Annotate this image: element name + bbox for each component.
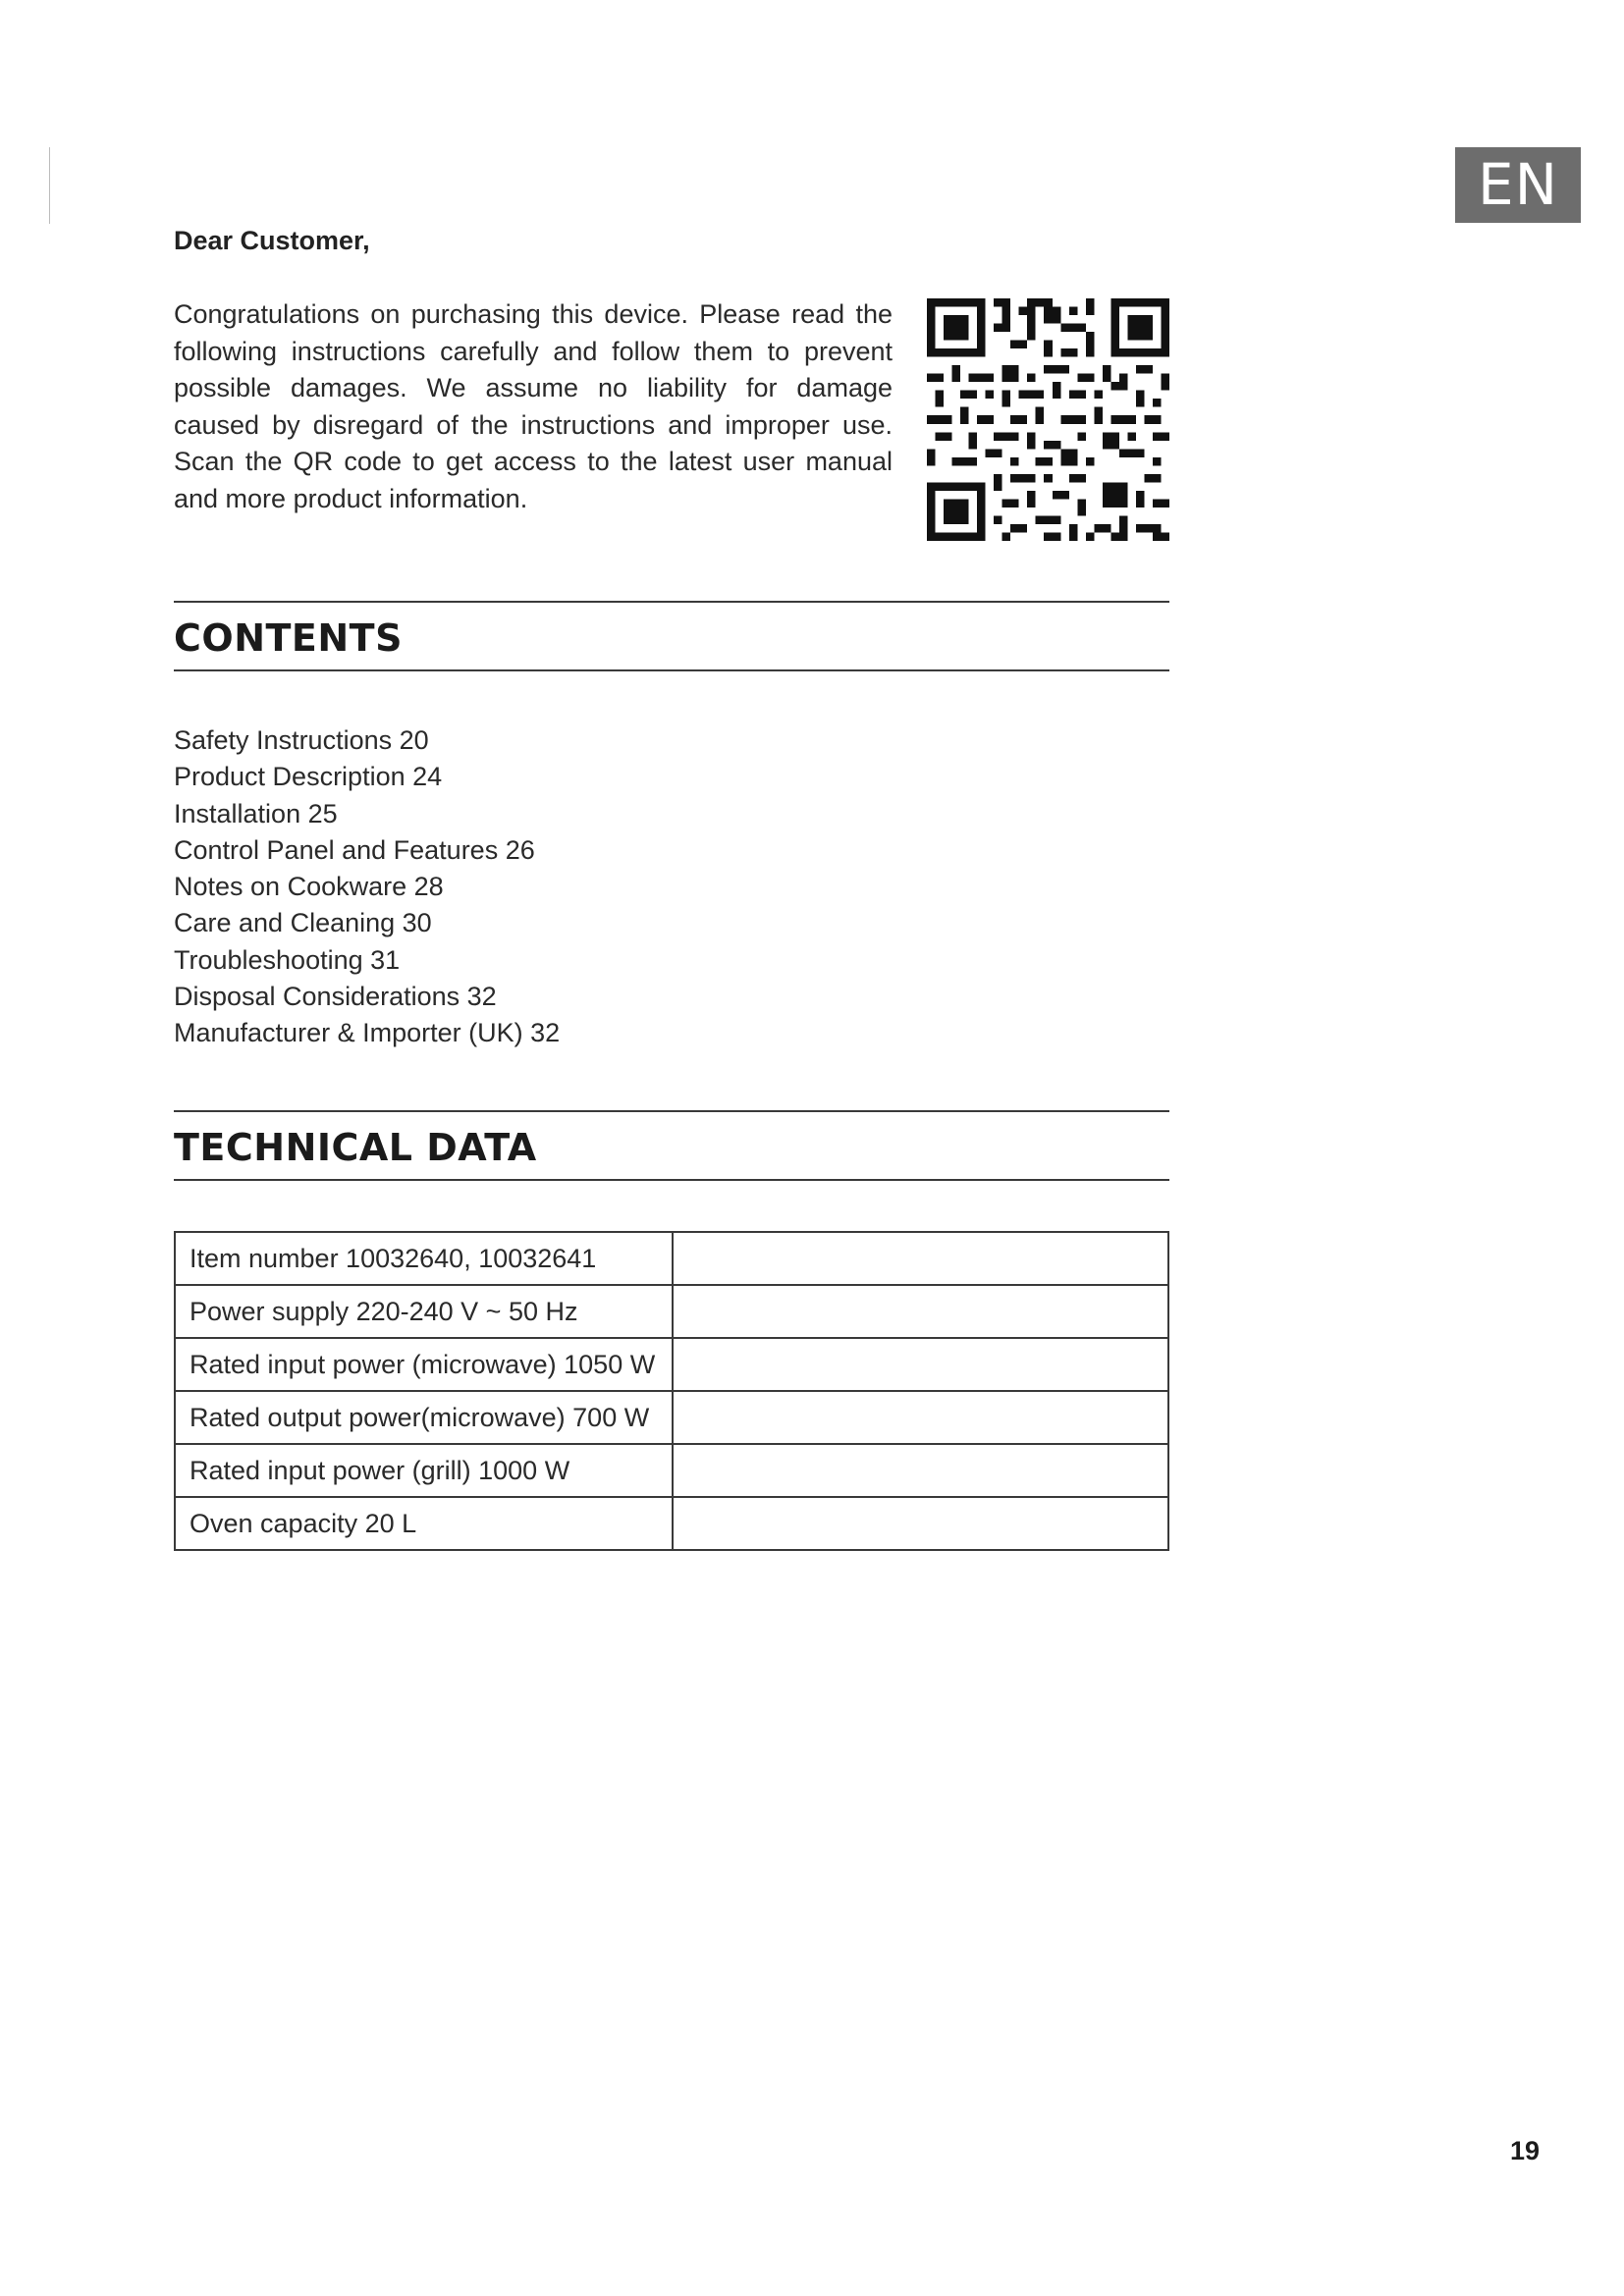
technical-data-section-header: [174, 1110, 1169, 1181]
margin-line: [49, 147, 50, 224]
spec-label: Item number 10032640, 10032641: [175, 1232, 673, 1285]
spec-value: [673, 1391, 1168, 1444]
toc-item[interactable]: Troubleshooting 31: [174, 944, 401, 975]
toc-item[interactable]: Manufacturer & Importer (UK) 32: [174, 1018, 561, 1048]
toc-item[interactable]: Product Description 24: [174, 762, 443, 792]
toc-item[interactable]: Care and Cleaning 30: [174, 908, 432, 938]
table-row: [175, 1338, 1168, 1391]
spec-value: [673, 1497, 1168, 1550]
toc-item[interactable]: Safety Instructions 20: [174, 725, 429, 755]
spec-label: Rated input power (grill) 1000 W: [175, 1444, 673, 1497]
spec-label: Rated input power (microwave) 1050 W: [175, 1338, 673, 1391]
technical-data-table: [174, 1231, 1169, 1551]
spec-label: Rated output power(microwave) 700 W: [175, 1391, 673, 1444]
table-of-contents: [174, 722, 560, 1052]
table-row: [175, 1497, 1168, 1550]
spec-label: Oven capacity 20 L: [175, 1497, 673, 1550]
intro-paragraph: Congratulations on purchasing this device. Please read the following instructions carefully and follow them to prevent possible damages. We assume no liability for damage caused by disregard of the instructions and improper use. Scan the QR code to get access to the latest user manual and more product information.: [174, 299, 893, 513]
spec-label: Power supply 220-240 V ~ 50 Hz: [175, 1285, 673, 1338]
toc-item[interactable]: Control Panel and Features 26: [174, 834, 535, 865]
contents-heading: CONTENTS: [174, 616, 403, 660]
page-number: 19: [1510, 2136, 1541, 2165]
qr-code-icon[interactable]: [927, 298, 1169, 541]
spec-value: [673, 1338, 1168, 1391]
contents-section-header: [174, 601, 1169, 671]
spec-value: [673, 1444, 1168, 1497]
table-row: [175, 1232, 1168, 1285]
table-row: [175, 1391, 1168, 1444]
spec-value: [673, 1232, 1168, 1285]
toc-item[interactable]: Installation 25: [174, 798, 338, 828]
toc-item[interactable]: Disposal Considerations 32: [174, 982, 497, 1012]
table-row: [175, 1444, 1168, 1497]
spec-value: [673, 1285, 1168, 1338]
greeting: Dear Customer,: [174, 226, 370, 255]
table-row: [175, 1285, 1168, 1338]
technical-data-heading: TECHNICAL DATA: [174, 1126, 537, 1169]
language-badge: EN: [1455, 147, 1581, 223]
toc-item[interactable]: Notes on Cookware 28: [174, 872, 444, 902]
